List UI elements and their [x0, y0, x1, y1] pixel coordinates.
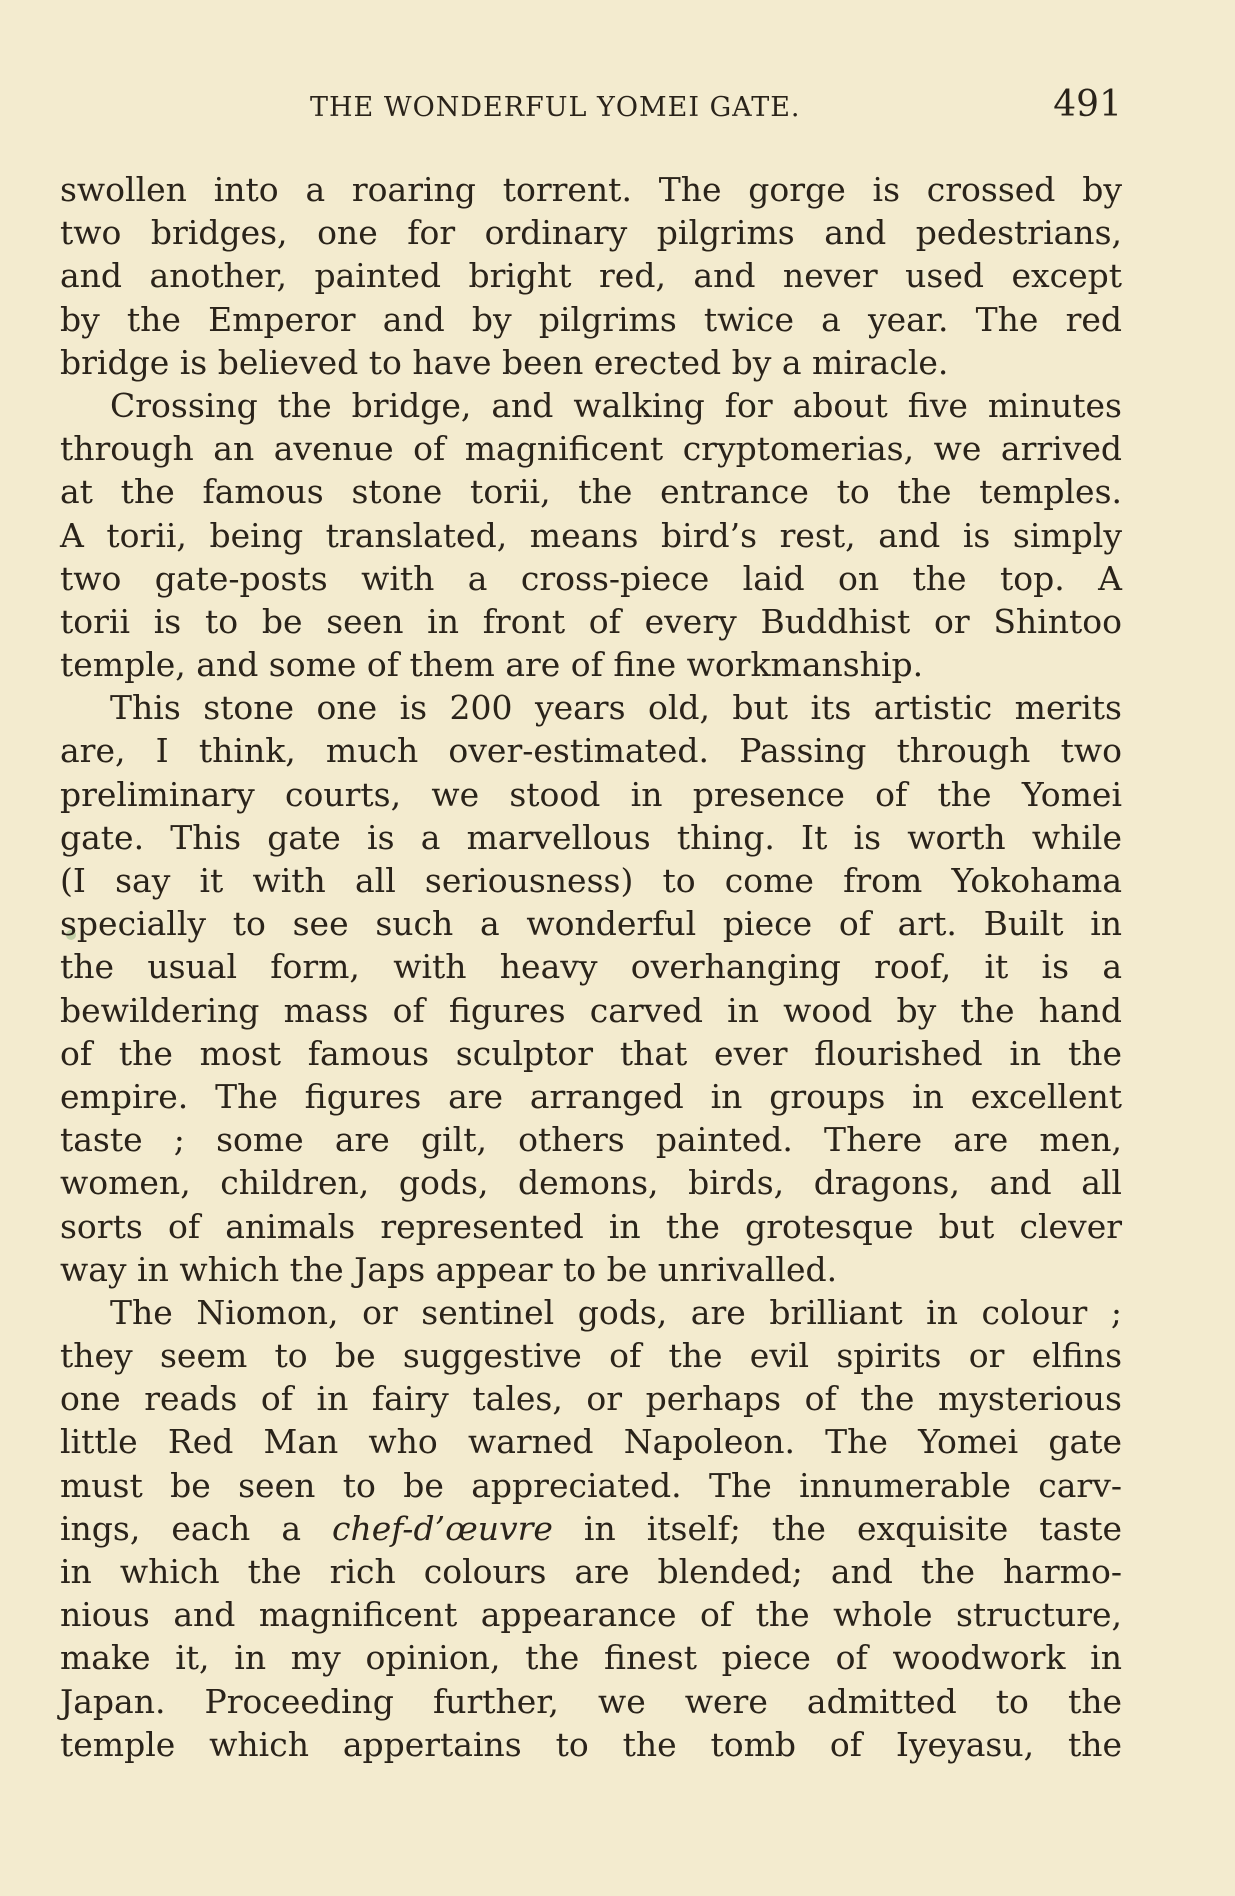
text-line: and another, painted bright red, and never used except: [60, 256, 1122, 296]
text-line: they seem to be suggestive of the evil spirits or elfins: [60, 1336, 1122, 1376]
text-line: make it, in my opinion, the finest piece of woodwork in: [60, 1638, 1122, 1678]
text-line: the usual form, with heavy overhanging roof, it is a: [60, 947, 1122, 987]
page-header: [60, 78, 1122, 128]
text-line: must be seen to be appreciated. The innumerable carv-: [60, 1465, 1122, 1505]
text-line: bewildering mass of figures carved in wood by the hand: [60, 990, 1122, 1030]
text-line: gate. This gate is a marvellous thing. It is worth while: [60, 817, 1122, 857]
text-line: (I say it with all seriousness) to come from Yokohama: [60, 861, 1122, 900]
text-line: women, children, gods, demons, birds, dragons, and all: [60, 1163, 1122, 1203]
text-line: of the most famous sculptor that ever flourished in the: [60, 1033, 1122, 1073]
text-line: swollen into a roaring torrent. The gorge is crossed by: [60, 170, 1122, 209]
italic-phrase: chef-d’œuvre: [332, 1508, 553, 1548]
line-text-before-italic: ings, each a: [60, 1508, 332, 1548]
text-line: The Niomon, or sentinel gods, are brilliant in colour ;: [110, 1292, 1122, 1332]
page-number: 491: [1053, 84, 1122, 125]
text-line: at the famous stone torii, the entrance to the temples.: [60, 472, 1122, 512]
running-title: THE WONDERFUL YOMEI GATE.: [310, 92, 801, 123]
text-line: by the Emperor and by pilgrims twice a year. The red: [60, 299, 1122, 339]
text-line: A torii, being translated, means bird’s rest, and is simply: [60, 515, 1122, 555]
text-line: preliminary courts, we stood in presence of the Yomei: [60, 774, 1122, 814]
text-line: This stone one is 200 years old, but its artistic merits: [110, 688, 1122, 728]
text-line: torii is to be seen in front of every Buddhist or Shintoo: [60, 601, 1122, 641]
text-line: little Red Man who warned Napoleon. The Yomei gate: [60, 1422, 1122, 1462]
text-line: are, I think, much over-estimated. Passing through two: [60, 731, 1122, 771]
text-line: in which the rich colours are blended; and the harmo-: [60, 1552, 1122, 1591]
text-line: Japan. Proceeding further, we were admitted to the: [60, 1681, 1122, 1721]
text-line: through an avenue of magnificent cryptomerias, we arrived: [60, 429, 1122, 469]
text-line: temple which appertains to the tomb of Iyeyasu, the: [60, 1724, 1122, 1764]
body-text: [60, 168, 1122, 1766]
text-line: one reads of in fairy tales, or perhaps of the mysterious: [60, 1379, 1122, 1419]
text-line: temple, and some of them are of fine workmanship.: [60, 645, 924, 685]
line-text-after-italic: in itself; the exquisite taste: [552, 1508, 1122, 1548]
text-line: specially to see such a wonderful piece of art. Built in: [60, 904, 1122, 944]
text-line: nious and magnificent appearance of the whole structure,: [60, 1595, 1122, 1635]
text-line-with-italic: [60, 1507, 1122, 1550]
text-line: two bridges, one for ordinary pilgrims and pedestrians,: [60, 213, 1122, 253]
text-line: Crossing the bridge, and walking for about five minutes: [110, 385, 1122, 425]
text-line: way in which the Japs appear to be unrivalled.: [60, 1249, 838, 1289]
text-line: bridge is believed to have been erected by a miracle.: [60, 342, 949, 382]
text-line: empire. The figures are arranged in groups in excellent: [60, 1076, 1122, 1116]
text-line: two gate-posts with a cross-piece laid on the top. A: [60, 558, 1122, 598]
text-line: sorts of animals represented in the grotesque but clever: [60, 1206, 1122, 1246]
text-line: taste ; some are gilt, others painted. There are men,: [60, 1120, 1122, 1160]
